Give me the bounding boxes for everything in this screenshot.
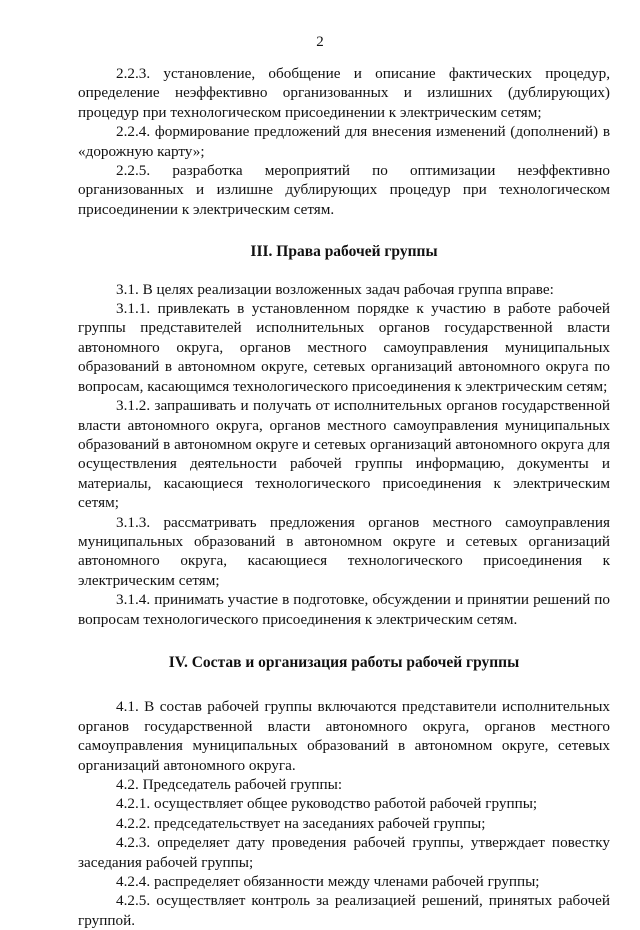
page-number: 2 [316, 34, 324, 50]
clause-2-2-5: 2.2.5. разработка мероприятий по оптимизации неэффективно организованных и излишне дублирующих процедур при технологическом присоединении к электрическим сетям. [78, 162, 610, 218]
section-3-heading: III. Права рабочей группы [250, 243, 438, 261]
clause-3-1-4: 3.1.4. принимать участие в подготовке, обсуждении и принятии решений по вопросам технологического присоединения к электрическим сетям. [78, 591, 610, 628]
section-4-heading: IV. Состав и организация работы рабочей группы [168, 653, 520, 671]
clause-4-2-3: 4.2.3. определяет дату проведения рабочей группы, утверждает повестку заседания рабочей группы; [78, 834, 610, 871]
clause-3-1-1: 3.1.1. привлекать в установленном порядке к участию в работе рабочей группы представителей исполнительных органов государственной власти автономного округа, органов местного самоуправления муниципальных образований в автономном округе, сетевых организаций автономного округа по вопросам, касающимся технологического присоединения к электрическим сетям; [78, 300, 610, 395]
clause-4-2: 4.2. Председатель рабочей группы: [116, 776, 343, 793]
clause-3-1-3: 3.1.3. рассматривать предложения органов местного самоуправления муниципальных образований в автономном округе и сетевых организаций автономного округа, касающиеся технологического присоединения к электрическим сетям; [78, 513, 610, 589]
clause-4-2-1: 4.2.1. осуществляет общее руководство работой рабочей группы; [116, 795, 538, 813]
document-body [78, 64, 610, 930]
clause-3-1-2: 3.1.2. запрашивать и получать от исполнительных органов государственной власти автономного округа, органов местного самоуправления муниципальных образований в автономном округе и сетевых организаций автономного округа для осуществления деятельности рабочей группы информацию, документы и материалы, касающиеся технологического присоединения к электрическим сетям; [78, 397, 610, 512]
clause-4-2-5: 4.2.5. осуществляет контроль за реализацией решений, принятых рабочей группой. [78, 892, 610, 929]
clause-4-2-4: 4.2.4. распределяет обязанности между членами рабочей группы; [116, 873, 540, 891]
clause-4-1: 4.1. В состав рабочей группы включаются представители исполнительных органов государственной власти автономного округа, органов местного самоуправления муниципальных образований в автономном округе, сетевых организаций автономного округа. [78, 698, 610, 774]
clause-2-2-3: 2.2.3. установление, обобщение и описание фактических процедур, определение неэффективно организованных и излишних (дублирующих) процедур при технологическом присоединении к электрическим сетям; [78, 65, 610, 121]
clause-3-1: 3.1. В целях реализации возложенных задач рабочая группа вправе: [116, 280, 554, 298]
clause-4-2-2: 4.2.2. председательствует на заседаниях рабочей группы; [116, 814, 486, 832]
clause-2-2-4: 2.2.4. формирование предложений для внесения изменений (дополнений) в «дорожную карту»; [78, 123, 610, 160]
